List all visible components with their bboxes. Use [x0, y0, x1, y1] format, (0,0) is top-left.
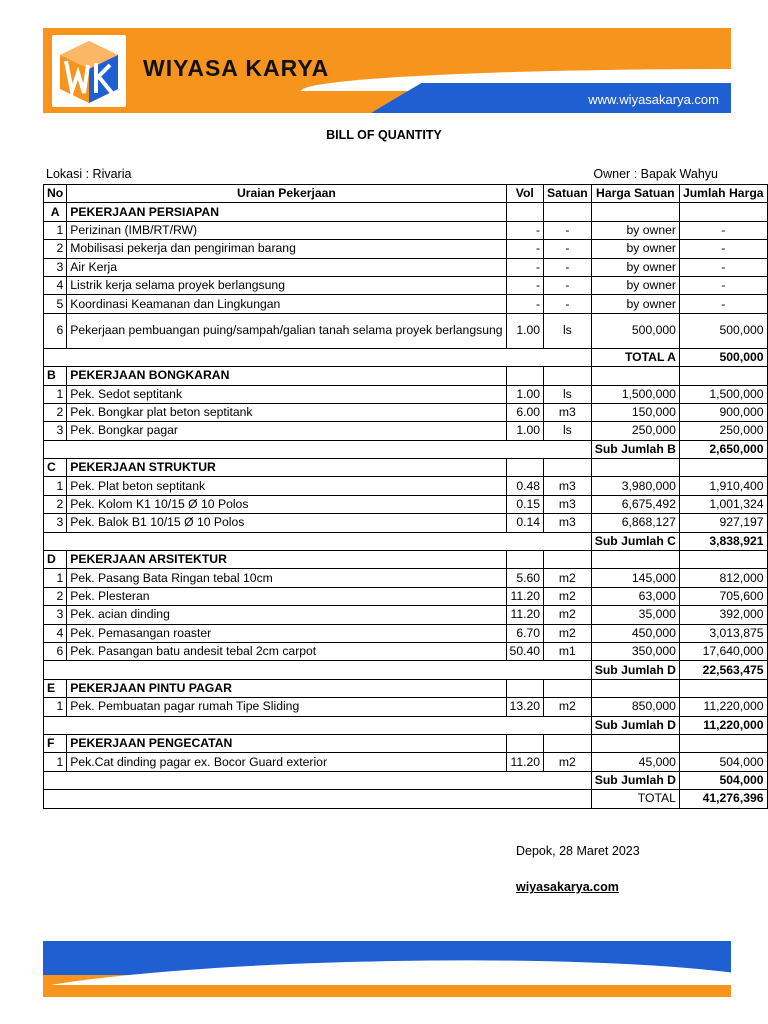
item-harga-satuan: 6,868,127 — [591, 514, 679, 532]
item-vol: 50.40 — [506, 642, 544, 660]
item-jumlah-harga: 1,001,324 — [679, 495, 767, 513]
item-harga-satuan: by owner — [591, 258, 679, 276]
item-harga-satuan: 150,000 — [591, 403, 679, 421]
item-vol: 1.00 — [506, 422, 544, 440]
item-no: 2 — [44, 403, 67, 421]
footer-banner — [43, 941, 731, 997]
subtotal-value: 504,000 — [679, 771, 767, 789]
item-harga-satuan: by owner — [591, 295, 679, 313]
item-harga-satuan: 63,000 — [591, 587, 679, 605]
subtotal-row — [44, 440, 768, 458]
table-row — [44, 569, 768, 587]
section-title: PEKERJAAN PERSIAPAN — [67, 203, 506, 221]
item-satuan: - — [544, 276, 592, 294]
section-header-row — [44, 551, 768, 569]
header-no: No — [44, 185, 67, 203]
item-no: 6 — [44, 313, 67, 348]
item-harga-satuan: 500,000 — [591, 313, 679, 348]
table-row — [44, 495, 768, 513]
item-satuan: m2 — [544, 606, 592, 624]
item-desc: Air Kerja — [67, 258, 506, 276]
section-code: D — [44, 551, 67, 569]
item-jumlah-harga: 812,000 — [679, 569, 767, 587]
item-harga-satuan: 850,000 — [591, 698, 679, 716]
item-no: 3 — [44, 514, 67, 532]
subtotal-label: Sub Jumlah C — [591, 532, 679, 550]
section-code: F — [44, 734, 67, 752]
item-vol: 11.20 — [506, 606, 544, 624]
section-header-row — [44, 679, 768, 697]
item-satuan: - — [544, 295, 592, 313]
item-no: 1 — [44, 698, 67, 716]
item-vol: - — [506, 221, 544, 239]
item-desc: Pek. Pasang Bata Ringan tebal 10cm — [67, 569, 506, 587]
item-jumlah-harga: 11,220,000 — [679, 698, 767, 716]
item-no: 1 — [44, 569, 67, 587]
header-website[interactable]: www.wiyasakarya.com — [588, 92, 719, 107]
item-desc: Pek. Sedot septitank — [67, 385, 506, 403]
section-header-row — [44, 203, 768, 221]
table-row — [44, 753, 768, 771]
subtotal-label: Sub Jumlah D — [591, 771, 679, 789]
item-jumlah-harga: - — [679, 295, 767, 313]
city-date: Depok, 28 Maret 2023 — [516, 844, 640, 858]
item-desc: Mobilisasi pekerja dan pengiriman barang — [67, 240, 506, 258]
item-desc: Koordinasi Keamanan dan Lingkungan — [67, 295, 506, 313]
subtotal-label: Sub Jumlah B — [591, 440, 679, 458]
subtotal-value: 500,000 — [679, 348, 767, 366]
item-satuan: m3 — [544, 514, 592, 532]
subtotal-value: 11,220,000 — [679, 716, 767, 734]
item-vol: 11.20 — [506, 587, 544, 605]
item-no: 2 — [44, 587, 67, 605]
item-desc: Listrik kerja selama proyek berlangsung — [67, 276, 506, 294]
item-vol: 5.60 — [506, 569, 544, 587]
table-row — [44, 624, 768, 642]
item-satuan: ls — [544, 422, 592, 440]
subtotal-row — [44, 716, 768, 734]
item-satuan: m3 — [544, 477, 592, 495]
item-vol: 0.15 — [506, 495, 544, 513]
grand-total-row — [44, 790, 768, 808]
item-vol: 0.14 — [506, 514, 544, 532]
item-no: 1 — [44, 477, 67, 495]
table-row — [44, 276, 768, 294]
table-header-row — [44, 185, 768, 203]
item-harga-satuan: 350,000 — [591, 642, 679, 660]
owner-label: Owner : Bapak Wahyu — [593, 167, 718, 181]
item-jumlah-harga: 900,000 — [679, 403, 767, 421]
table-row — [44, 698, 768, 716]
item-no: 1 — [44, 753, 67, 771]
item-satuan: ls — [544, 313, 592, 348]
item-desc: Pek. Bongkar plat beton septitank — [67, 403, 506, 421]
item-no: 1 — [44, 385, 67, 403]
item-jumlah-harga: 500,000 — [679, 313, 767, 348]
item-no: 4 — [44, 624, 67, 642]
item-harga-satuan: 1,500,000 — [591, 385, 679, 403]
subtotal-value: 3,838,921 — [679, 532, 767, 550]
header-vol: Vol — [506, 185, 544, 203]
item-harga-satuan: 35,000 — [591, 606, 679, 624]
item-jumlah-harga: - — [679, 221, 767, 239]
item-vol: 6.70 — [506, 624, 544, 642]
item-harga-satuan: 6,675,492 — [591, 495, 679, 513]
section-title: PEKERJAAN ARSITEKTUR — [67, 551, 506, 569]
item-vol: 6.00 — [506, 403, 544, 421]
table-row — [44, 642, 768, 660]
item-vol: - — [506, 240, 544, 258]
item-satuan: m2 — [544, 624, 592, 642]
grand-total-label: TOTAL — [591, 790, 679, 808]
item-no: 3 — [44, 258, 67, 276]
item-jumlah-harga: 504,000 — [679, 753, 767, 771]
item-no: 3 — [44, 422, 67, 440]
header-jumlah-harga: Jumlah Harga — [679, 185, 767, 203]
subtotal-value: 2,650,000 — [679, 440, 767, 458]
item-satuan: m2 — [544, 569, 592, 587]
item-desc: Pek. Plesteran — [67, 587, 506, 605]
item-jumlah-harga: 1,500,000 — [679, 385, 767, 403]
subtotal-value: 22,563,475 — [679, 661, 767, 679]
item-harga-satuan: 450,000 — [591, 624, 679, 642]
section-title: PEKERJAAN STRUKTUR — [67, 459, 506, 477]
header-satuan: Satuan — [544, 185, 592, 203]
section-header-row — [44, 367, 768, 385]
table-row — [44, 313, 768, 348]
item-harga-satuan: by owner — [591, 240, 679, 258]
table-row — [44, 258, 768, 276]
item-desc: Pek. Kolom K1 10/15 Ø 10 Polos — [67, 495, 506, 513]
table-row — [44, 385, 768, 403]
item-harga-satuan: 250,000 — [591, 422, 679, 440]
table-row — [44, 587, 768, 605]
item-no: 4 — [44, 276, 67, 294]
location-label: Lokasi : Rivaria — [46, 167, 132, 181]
item-jumlah-harga: - — [679, 258, 767, 276]
subtotal-row — [44, 532, 768, 550]
item-jumlah-harga: 17,640,000 — [679, 642, 767, 660]
item-no: 2 — [44, 240, 67, 258]
item-satuan: m2 — [544, 587, 592, 605]
item-satuan: m1 — [544, 642, 592, 660]
brand-name: WIYASA KARYA — [143, 55, 330, 81]
item-jumlah-harga: - — [679, 276, 767, 294]
item-harga-satuan: 145,000 — [591, 569, 679, 587]
item-satuan: m2 — [544, 753, 592, 771]
item-vol: 13.20 — [506, 698, 544, 716]
item-desc: Pek. Pembuatan pagar rumah Tipe Sliding — [67, 698, 506, 716]
header-harga-satuan: Harga Satuan — [591, 185, 679, 203]
item-harga-satuan: 3,980,000 — [591, 477, 679, 495]
item-desc: Pek. Bongkar pagar — [67, 422, 506, 440]
item-vol: - — [506, 258, 544, 276]
table-row — [44, 221, 768, 239]
item-harga-satuan: by owner — [591, 221, 679, 239]
item-satuan: m3 — [544, 403, 592, 421]
section-header-row — [44, 734, 768, 752]
table-row — [44, 240, 768, 258]
section-code: C — [44, 459, 67, 477]
item-no: 3 — [44, 606, 67, 624]
item-desc: Pek. Pemasangan roaster — [67, 624, 506, 642]
item-jumlah-harga: 392,000 — [679, 606, 767, 624]
item-desc: Pek.Cat dinding pagar ex. Bocor Guard exterior — [67, 753, 506, 771]
table-row — [44, 514, 768, 532]
subtotal-row — [44, 661, 768, 679]
logo-cube-icon — [52, 35, 126, 107]
item-no: 6 — [44, 642, 67, 660]
table-row — [44, 606, 768, 624]
item-vol: - — [506, 295, 544, 313]
header-banner — [43, 28, 731, 113]
item-desc: Pekerjaan pembuangan puing/sampah/galian tanah selama proyek berlangsung — [67, 313, 506, 348]
subtotal-label: Sub Jumlah D — [591, 716, 679, 734]
section-title: PEKERJAAN PENGECATAN — [67, 734, 506, 752]
item-satuan: m2 — [544, 698, 592, 716]
subtotal-row — [44, 348, 768, 366]
item-jumlah-harga: 1,910,400 — [679, 477, 767, 495]
item-jumlah-harga: 250,000 — [679, 422, 767, 440]
item-vol: 1.00 — [506, 385, 544, 403]
footer-website-link[interactable]: wiyasakarya.com — [516, 880, 619, 894]
item-jumlah-harga: 927,197 — [679, 514, 767, 532]
item-desc: Pek. acian dinding — [67, 606, 506, 624]
table-row — [44, 477, 768, 495]
item-desc: Pek. Balok B1 10/15 Ø 10 Polos — [67, 514, 506, 532]
item-harga-satuan: by owner — [591, 276, 679, 294]
item-satuan: ls — [544, 385, 592, 403]
subtotal-row — [44, 771, 768, 789]
subtotal-label: Sub Jumlah D — [591, 661, 679, 679]
item-desc: Perizinan (IMB/RT/RW) — [67, 221, 506, 239]
section-code: B — [44, 367, 67, 385]
document-title: BILL OF QUANTITY — [326, 128, 442, 142]
section-code: E — [44, 679, 67, 697]
section-title: PEKERJAAN PINTU PAGAR — [67, 679, 506, 697]
grand-total-value: 41,276,396 — [679, 790, 767, 808]
subtotal-label: TOTAL A — [591, 348, 679, 366]
item-vol: 0.48 — [506, 477, 544, 495]
footer-orange-band — [43, 985, 731, 997]
item-vol: 1.00 — [506, 313, 544, 348]
section-header-row — [44, 459, 768, 477]
boq-table — [43, 184, 768, 809]
item-desc: Pek. Pasangan batu andesit tebal 2cm carpot — [67, 642, 506, 660]
table-row — [44, 295, 768, 313]
item-desc: Pek. Plat beton septitank — [67, 477, 506, 495]
item-satuan: - — [544, 258, 592, 276]
section-title: PEKERJAAN BONGKARAN — [67, 367, 506, 385]
item-satuan: - — [544, 221, 592, 239]
item-jumlah-harga: - — [679, 240, 767, 258]
item-jumlah-harga: 3,013,875 — [679, 624, 767, 642]
item-no: 5 — [44, 295, 67, 313]
item-vol: 11.20 — [506, 753, 544, 771]
item-no: 1 — [44, 221, 67, 239]
header-desc: Uraian Pekerjaan — [67, 185, 506, 203]
item-jumlah-harga: 705,600 — [679, 587, 767, 605]
item-satuan: m3 — [544, 495, 592, 513]
table-row — [44, 422, 768, 440]
table-row — [44, 403, 768, 421]
item-harga-satuan: 45,000 — [591, 753, 679, 771]
item-satuan: - — [544, 240, 592, 258]
section-code: A — [44, 203, 67, 221]
item-vol: - — [506, 276, 544, 294]
company-logo — [52, 35, 126, 107]
item-no: 2 — [44, 495, 67, 513]
